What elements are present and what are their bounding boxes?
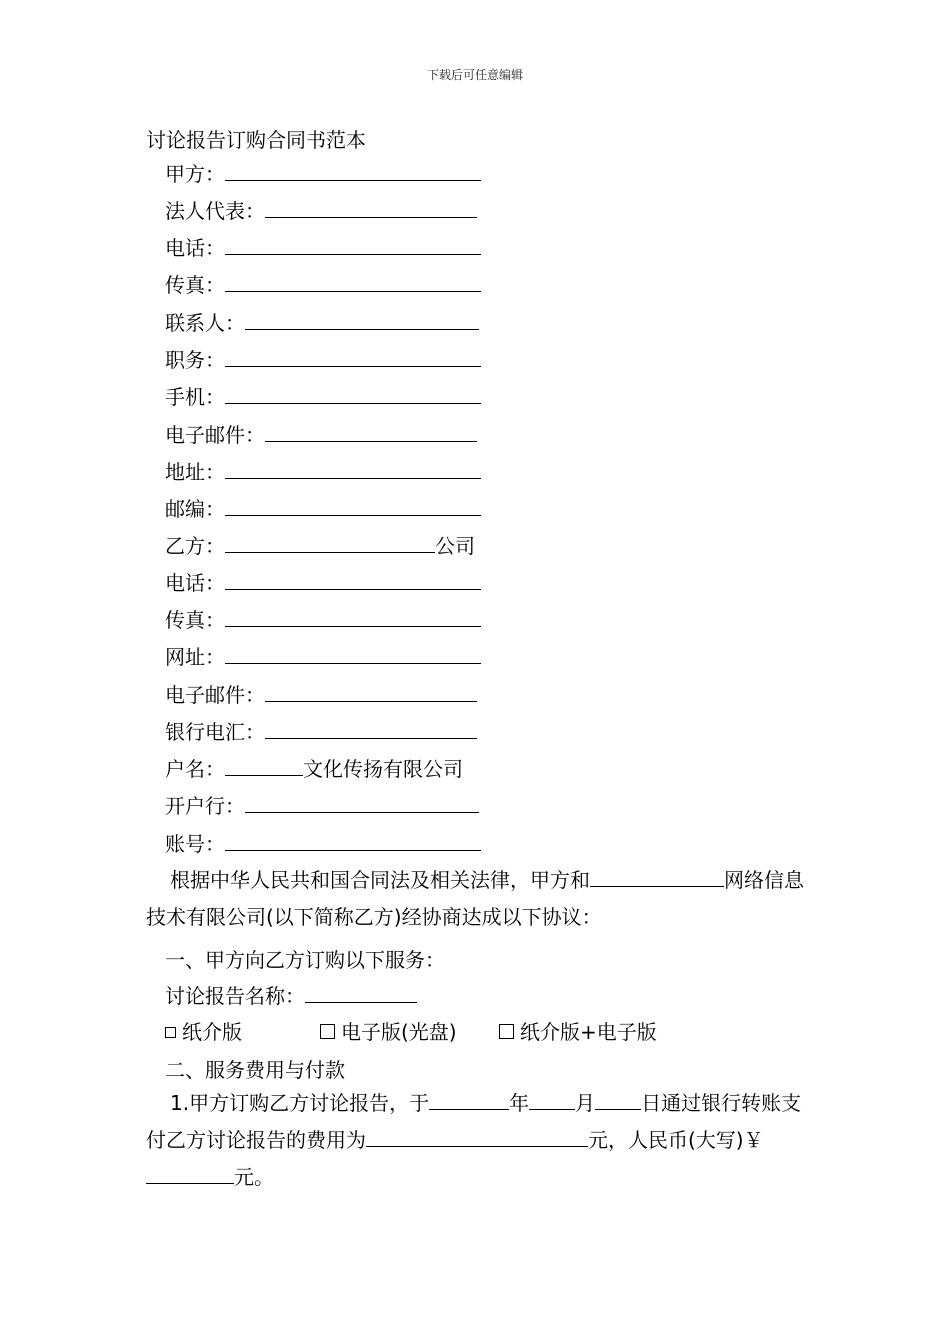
postcode-blank[interactable] <box>225 495 481 516</box>
party-b-field <box>165 532 475 559</box>
intro-text-2: 网络信息技术有限公司(以下简称乙方)经协商达成以下协议： <box>146 868 804 929</box>
month-blank[interactable] <box>529 1089 575 1110</box>
option-both-label: 纸介版+电子版 <box>520 1020 657 1044</box>
intro-blank[interactable] <box>590 866 724 887</box>
account-name-label: 户名： <box>165 757 225 781</box>
mobile-field <box>165 383 481 410</box>
payment-text-3: 元，人民币(大写)￥ <box>588 1128 764 1152</box>
bank-blank[interactable] <box>245 792 479 813</box>
payment-text-end: 元。 <box>234 1165 274 1189</box>
party-a-phone-field <box>165 234 481 261</box>
contact-field <box>165 309 479 336</box>
position-label: 职务： <box>165 348 225 372</box>
intro-text-1: 根据中华人民共和国合同法及相关法律，甲方和 <box>170 868 590 892</box>
amount-capital-blank[interactable] <box>146 1163 234 1184</box>
party-a-fax-field <box>165 271 481 298</box>
day-blank[interactable] <box>595 1089 641 1110</box>
section-1-heading: 一、甲方向乙方订购以下服务： <box>165 948 445 972</box>
party-b-phone-field <box>165 569 481 596</box>
page-header: 下载后可任意编辑 <box>426 68 523 82</box>
party-a-field <box>165 160 481 187</box>
account-name-field <box>165 755 463 782</box>
report-name-label: 讨论报告名称： <box>165 984 305 1008</box>
payment-text-2: 日通过银行转账支付乙方讨论报告的费用为 <box>146 1091 802 1152</box>
party-b-label: 乙方： <box>165 534 225 558</box>
wire-blank[interactable] <box>265 718 477 739</box>
party-b-phone-blank[interactable] <box>225 569 481 590</box>
contact-blank[interactable] <box>245 309 479 330</box>
party-b-fax-blank[interactable] <box>225 606 481 627</box>
party-b-blank[interactable] <box>225 532 435 553</box>
legal-rep-blank[interactable] <box>265 197 477 218</box>
year-label: 年 <box>509 1091 530 1115</box>
report-name-field <box>165 980 417 1009</box>
party-b-fax-label: 传真： <box>165 608 225 632</box>
legal-rep-field <box>165 197 477 224</box>
option-paper-label: 纸介版 <box>182 1020 242 1044</box>
checkbox-icon[interactable] <box>320 1024 335 1039</box>
party-a-label: 甲方： <box>165 162 225 186</box>
party-b-email-blank[interactable] <box>265 681 477 702</box>
checkbox-icon[interactable] <box>165 1027 176 1038</box>
address-label: 地址： <box>165 460 225 484</box>
party-b-fax-field <box>165 606 481 633</box>
party-b-suffix: 公司 <box>435 534 475 558</box>
mobile-blank[interactable] <box>225 383 481 404</box>
bank-label: 开户行： <box>165 794 245 818</box>
party-a-fax-label: 传真： <box>165 273 225 297</box>
option-electronic[interactable] <box>320 1016 457 1045</box>
account-name-blank[interactable] <box>225 755 303 776</box>
month-label: 月 <box>575 1091 596 1115</box>
party-a-phone-label: 电话： <box>165 236 225 260</box>
account-no-field <box>165 830 481 857</box>
legal-rep-label: 法人代表： <box>165 199 265 223</box>
website-label: 网址： <box>165 645 225 669</box>
option-both[interactable] <box>499 1016 657 1045</box>
option-paper[interactable] <box>165 1016 242 1045</box>
party-a-email-blank[interactable] <box>265 421 477 442</box>
bank-field <box>165 792 479 819</box>
party-a-email-label: 电子邮件： <box>165 423 265 447</box>
wire-label: 银行电汇： <box>165 720 265 744</box>
checkbox-icon[interactable] <box>499 1024 514 1039</box>
address-field <box>165 458 481 485</box>
account-no-blank[interactable] <box>225 830 481 851</box>
website-field <box>165 643 481 670</box>
website-blank[interactable] <box>225 643 481 664</box>
year-blank[interactable] <box>429 1089 509 1110</box>
party-a-email-field <box>165 421 477 448</box>
party-a-fax-blank[interactable] <box>225 271 481 292</box>
party-a-blank[interactable] <box>225 160 481 181</box>
option-electronic-label: 电子版(光盘) <box>341 1020 457 1044</box>
document-title: 讨论报告订购合同书范本 <box>146 128 366 152</box>
report-name-blank[interactable] <box>305 982 417 1003</box>
party-a-phone-blank[interactable] <box>225 234 481 255</box>
mobile-label: 手机： <box>165 385 225 409</box>
postcode-field <box>165 495 481 522</box>
section-2-heading: 二、服务费用与付款 <box>165 1058 345 1082</box>
intro-paragraph <box>146 862 810 936</box>
contact-label: 联系人： <box>165 311 245 335</box>
party-b-email-field <box>165 681 477 708</box>
party-b-email-label: 电子邮件： <box>165 683 265 707</box>
postcode-label: 邮编： <box>165 497 225 521</box>
address-blank[interactable] <box>225 458 481 479</box>
amount-blank[interactable] <box>366 1126 588 1147</box>
position-field <box>165 346 481 373</box>
payment-paragraph <box>146 1085 810 1196</box>
position-blank[interactable] <box>225 346 481 367</box>
account-name-suffix: 文化传扬有限公司 <box>303 757 463 781</box>
party-b-phone-label: 电话： <box>165 571 225 595</box>
payment-text-1: 1.甲方订购乙方讨论报告，于 <box>170 1091 430 1115</box>
wire-field <box>165 718 477 745</box>
account-no-label: 账号： <box>165 832 225 856</box>
